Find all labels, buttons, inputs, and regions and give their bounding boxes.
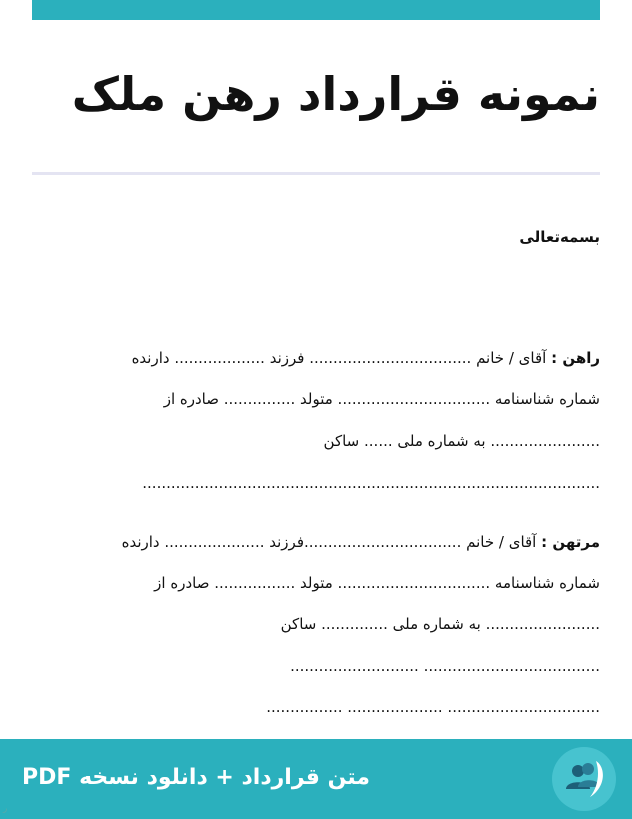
title-divider: [32, 172, 600, 175]
rahen-line-1-text: آقای / خانم .................................. فرزند ................... دارنده: [131, 349, 552, 367]
mortahen-line-1: [122, 531, 600, 553]
footer-banner[interactable]: [0, 739, 632, 819]
top-accent-bar: [32, 0, 600, 20]
mortahen-line-3: ........................ به شماره ملی .............. ساکن: [280, 615, 600, 633]
mortahen-line-2: شماره شناسنامه ................................ متولد ................. صادره از: [154, 574, 600, 592]
rahen-line-1: [132, 347, 600, 369]
mortahen-label: مرتهن :: [541, 533, 600, 551]
rahen-label: راهن :: [551, 349, 600, 367]
page-title: نمونه قرارداد رهن ملک: [71, 67, 600, 121]
rahen-line-2: شماره شناسنامه ................................ متولد ............... صادره از: [163, 390, 600, 408]
corner-mark: ر: [3, 804, 8, 814]
footer-caption[interactable]: متن قرارداد + دانلود نسخه PDF: [22, 765, 370, 790]
mortahen-line-4: ..................................... ...........................: [290, 657, 600, 675]
users-icon: [552, 747, 616, 811]
rahen-line-4: ................................................................................................: [142, 474, 600, 492]
greeting: بسمه‌تعالی: [519, 228, 600, 246]
mortahen-line-1-text: آقای / خانم .................................فرزند ..................... دارنده: [121, 533, 542, 551]
mortahen-line-5: ................................ .................... ................: [266, 698, 600, 716]
rahen-line-3: ....................... به شماره ملی ...... ساکن: [323, 432, 600, 450]
